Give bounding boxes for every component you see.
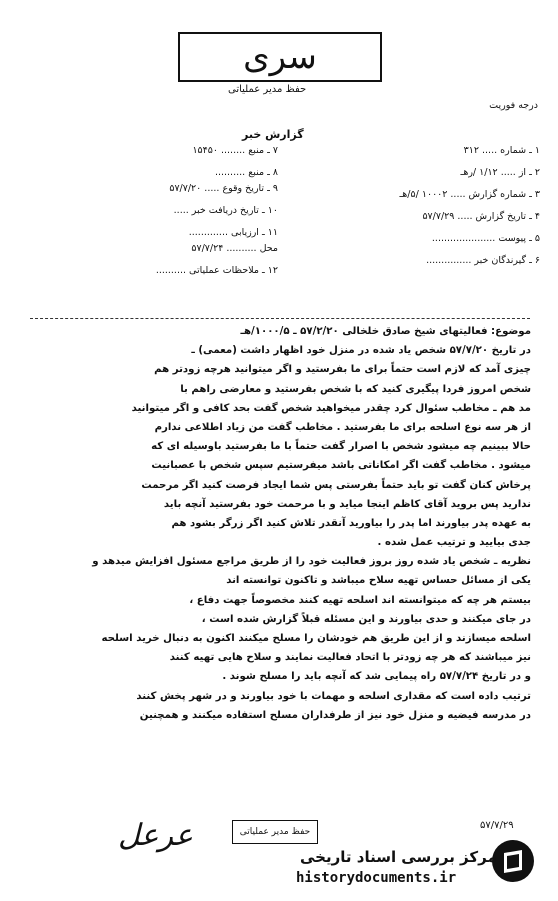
- form-field: ۱ ـ شماره ..... ۳۱۲: [463, 145, 540, 156]
- body-line: و در تاریخ ۵۷/۷/۲۴ راه پیمایی شد که آنچه باید را مسلح شوند .: [222, 671, 531, 683]
- classification-stamp: [178, 32, 382, 82]
- form-field: ۹ ـ تاریخ وقوع ..... ۵۷/۷/۲۰: [169, 183, 278, 194]
- body-line: چیزی آمد که لازم است حتماً برای ما بفرستید و اگر میتوانید هرچه زودتر هم: [154, 364, 531, 376]
- body-line: شخص امروز فردا پیگیری کنید که با شخص بفرستید و معارضی راهم با: [180, 383, 531, 395]
- footer-stamp: حفظ مدیر عملیاتی: [232, 820, 318, 844]
- body-line: یکی از مسائل حساس تهیه سلاح میباشد و تاکنون توانسته اند: [226, 575, 531, 587]
- body-line: بیستم هر چه که میتوانسته اند اسلحه تهیه کنند مخصوصاً جهت دفاع ،: [189, 594, 531, 606]
- body-line: در تاریخ ۵۷/۷/۲۰ شخص یاد شده در منزل خود اظهار داشت (معمی) ـ: [191, 345, 531, 357]
- stamp-subtitle: حفظ مدیر عملیاتی: [228, 84, 307, 95]
- body-line: نیز میباشند که هر چه زودتر با اتحاد فعالیت نمایند و سلاح هایی تهیه کنند: [169, 652, 531, 664]
- archive-logo-icon: [492, 840, 534, 882]
- body-line: حالا ببینیم چه میشود شخص با اصرار گفت حتماً با ما بفرستید باوسیله ای که: [151, 441, 531, 453]
- form-field: ۱۲ ـ ملاحظات عملیاتی ..........: [155, 265, 278, 276]
- body-line: نظریه ـ شخص یاد شده روز بروز فعالیت خود را از طریق مراجع مسئول افزایش میدهد و: [92, 556, 531, 568]
- body-line: موضوع: فعالیتهای شیخ صادق خلخالی ۵۷/۲/۲۰ ـ ۱۰۰۰/۵/هـ: [240, 326, 531, 337]
- body-line: جدی بیایید و ترتیب عمل شده .: [377, 537, 531, 549]
- body-line: از هر سه نوع اسلحه برای ما بفرستید . مخاطب گفت من زیاد اطلاعی ندارم: [154, 421, 531, 433]
- body-line: در جای میکنند و حدی بیاورند و این مسئله قبلاً گزارش شده است ،: [201, 613, 531, 625]
- body-line: اسلحه میسازند و از این طریق هم خودشان را مسلح میکنند اکنون به دنبال خرید اسلحه: [101, 633, 531, 644]
- body-line: ترتیب داده است که مقداری اسلحه و مهمات با خود بیاورند و در شهر پخش کنند: [136, 690, 531, 702]
- body-line: ندارید پس بروید آقای کاظم اینجا میاید و با مرحمت خود بفرستید آنچه باید: [163, 498, 531, 510]
- body-line: به عهده پدر بیاورند اما پدر را بیاورید آنقدر تلاش کنید اگر زرگر بشود هم: [171, 517, 531, 529]
- body-line: پرخاش کنان گفت تو باید حتماً بفرستی پس شما ایجاد فرصت کنید اگر مرحمت: [141, 479, 531, 491]
- form-field: ۱۱ ـ ارزیابی .............: [188, 227, 278, 238]
- watermark-title: مرکز بررسی اسناد تاریخی: [300, 848, 497, 866]
- report-title: گزارش خبر: [242, 128, 304, 141]
- form-field: ۸ ـ منبع ..........: [214, 167, 278, 178]
- form-right-column: [290, 145, 540, 277]
- form-field: ۴ ـ تاریخ گزارش ..... ۵۷/۷/۲۹: [422, 211, 540, 222]
- form-field: ۳ ـ شماره گزارش ..... ۱۰۰۰۲ /۵/هـ: [399, 189, 540, 200]
- classification-text: سری: [243, 37, 317, 77]
- body-line: در مدرسه فیضیه و منزل خود نیز از طرفداران مسلح استفاده میکنند و همچنین: [139, 709, 531, 721]
- form-field: محل .......... ۵۷/۷/۲۴: [191, 243, 278, 254]
- priority-label: درجه فوریت: [489, 100, 538, 111]
- signature: عرعل: [118, 818, 194, 853]
- body-line: مد هم ـ مخاطب سئوال کرد چقدر میخواهید شخص گفت بحد کافی و اگر میتوانید: [131, 402, 531, 414]
- footer-mark: ۵۷/۷/۲۹: [480, 820, 514, 831]
- form-field: ۱۰ ـ تاریخ دریافت خبر .....: [173, 205, 278, 216]
- report-body: [26, 322, 531, 725]
- form-left-column: [28, 145, 278, 287]
- form-field: ۶ ـ گیرندگان خبر ...............: [426, 255, 540, 266]
- form-field: ۵ ـ پیوست .....................: [431, 233, 540, 244]
- form-field: ۷ ـ منبع ........ ۱۵۴۵۰: [192, 145, 278, 156]
- divider: [30, 318, 530, 319]
- form-field: ۲ ـ از ..... ۱/۱۲ /رهـ: [460, 167, 540, 178]
- body-line: میشود . مخاطب گفت اگر امکاناتی باشد میفرستیم سپس شخص با عصبانیت: [151, 460, 531, 472]
- watermark-url: historydocuments.ir: [296, 870, 457, 886]
